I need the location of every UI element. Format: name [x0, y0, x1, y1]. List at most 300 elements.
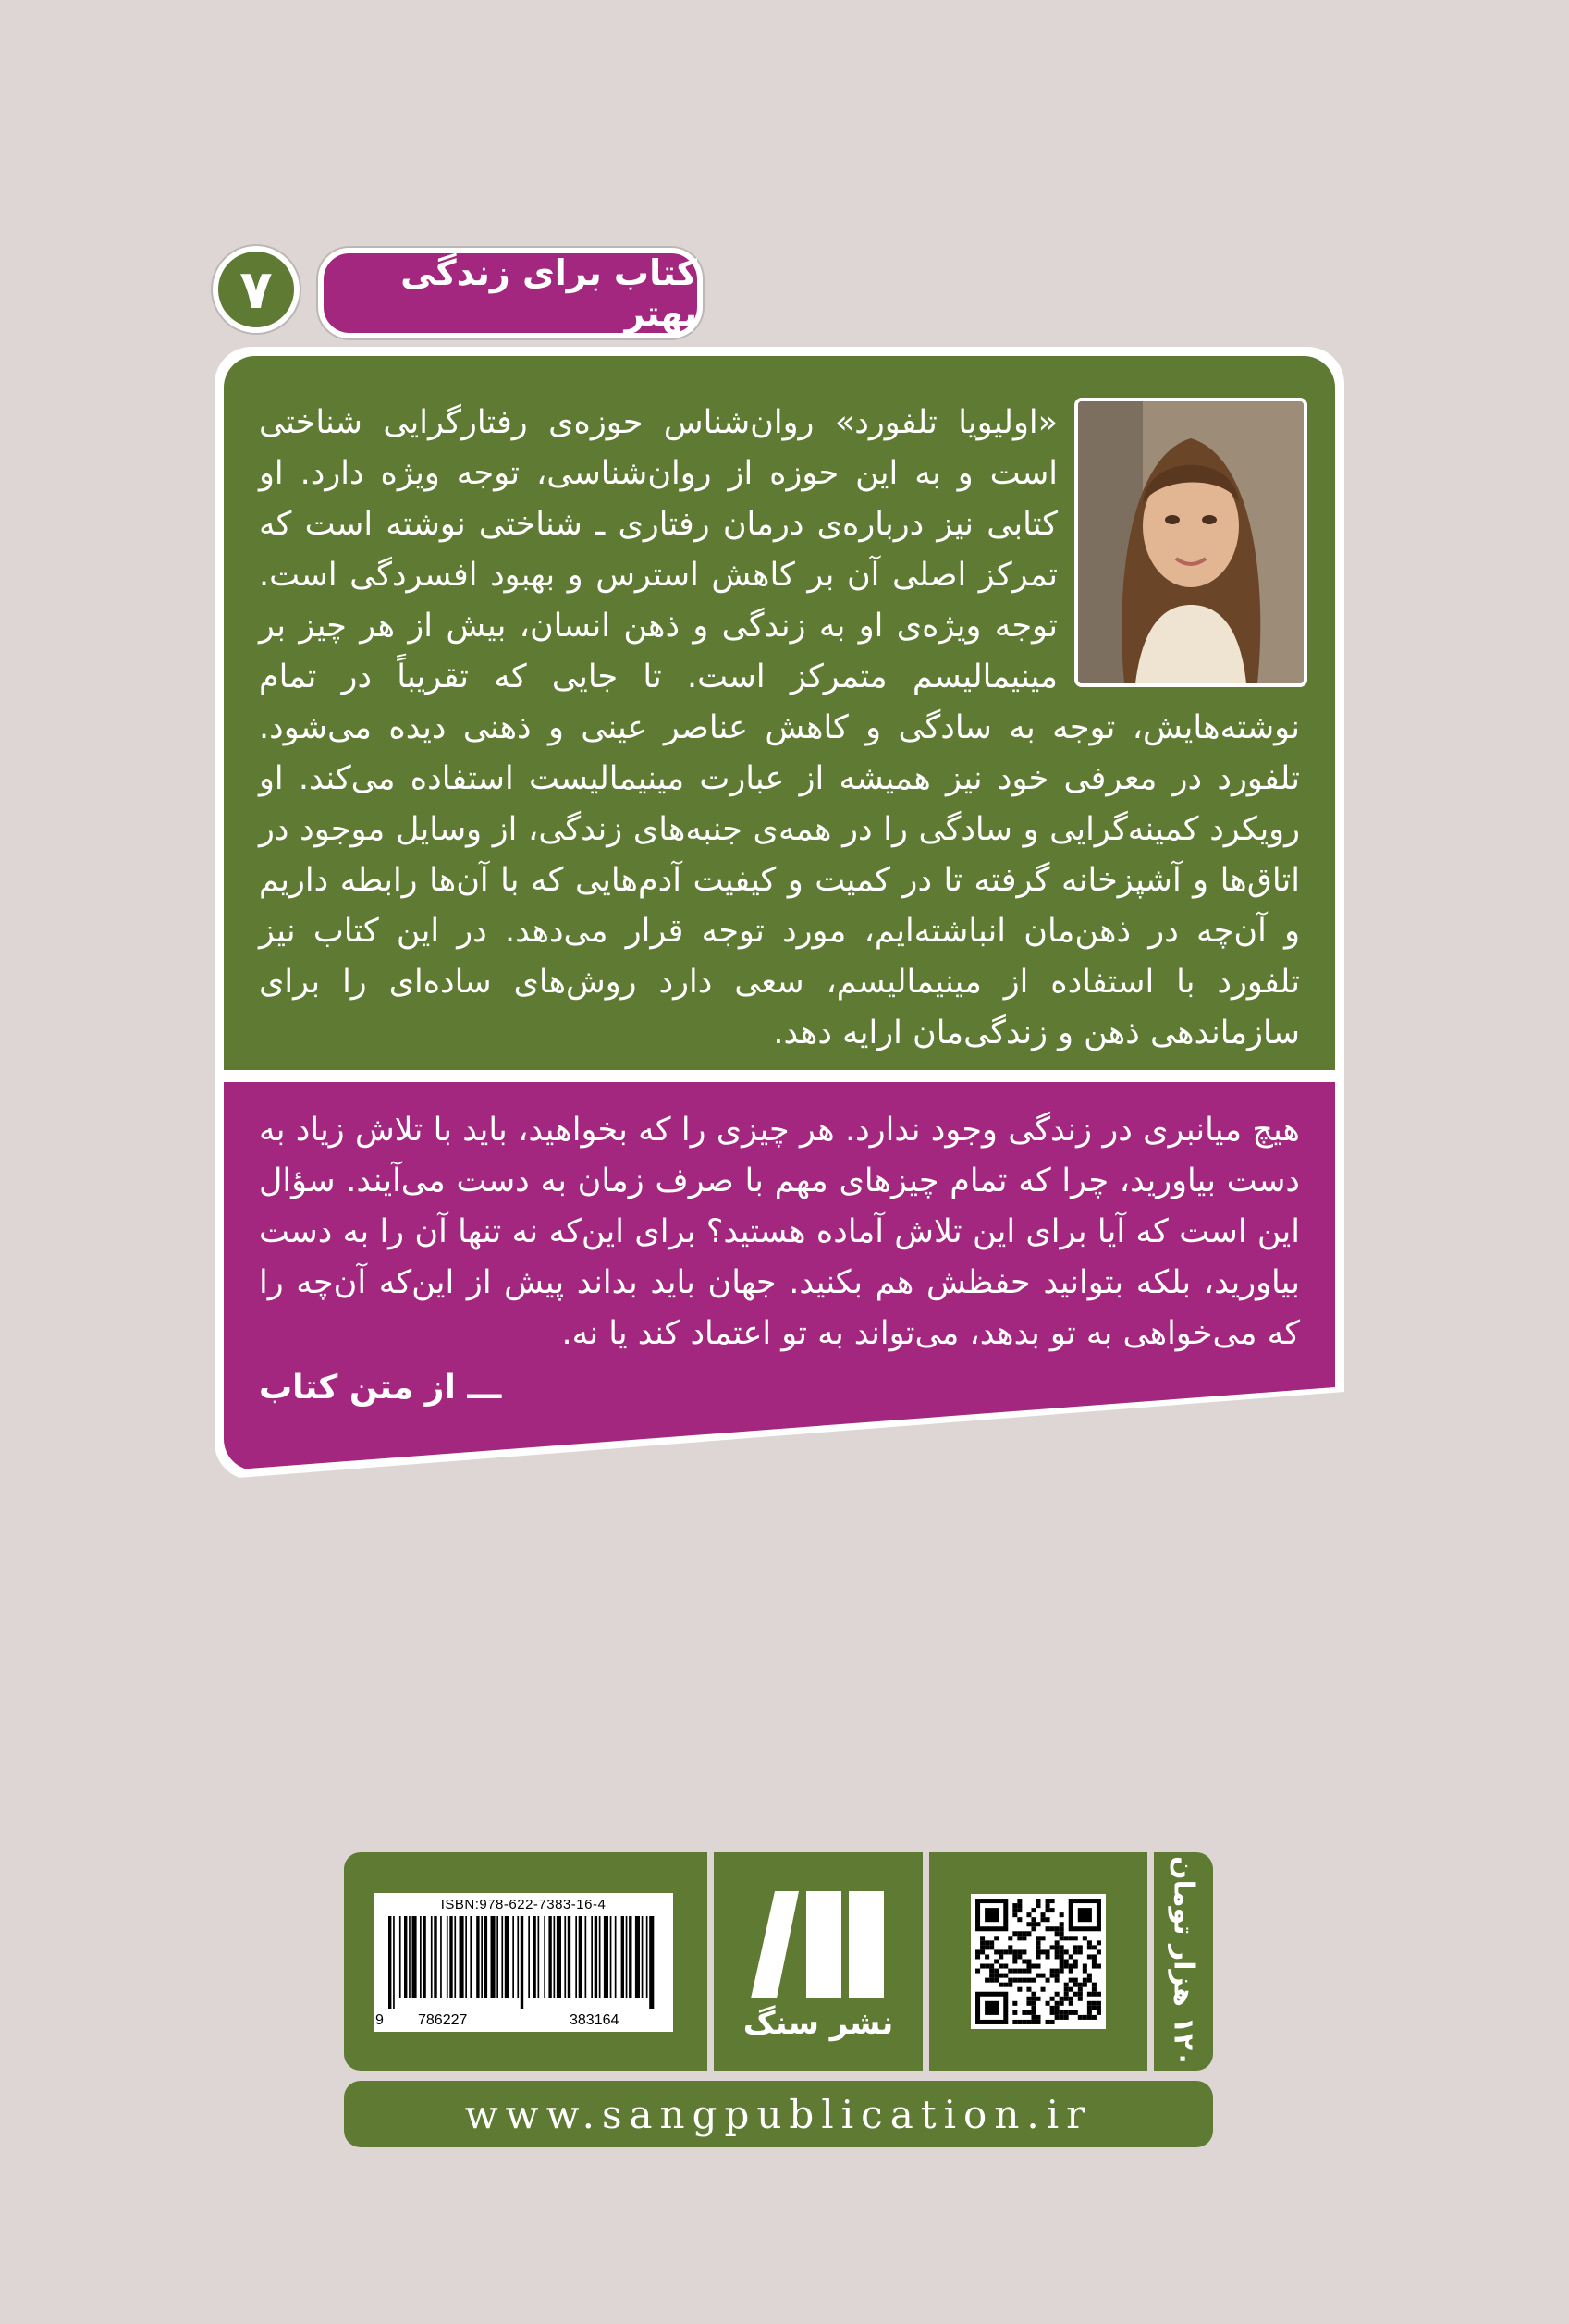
barcode-bar — [521, 1916, 523, 2009]
barcode-bar — [528, 1916, 530, 1998]
qr-module — [1026, 1987, 1031, 1992]
qr-module — [1055, 2010, 1060, 2015]
qr-module — [1017, 1917, 1022, 1922]
qr-module — [1087, 1974, 1092, 1978]
qr-module — [1069, 1997, 1073, 2001]
barcode-right-digits: 383164 — [570, 2012, 619, 2028]
qr-module — [1073, 1978, 1078, 1983]
qr-module — [999, 1974, 1003, 1978]
barcode-bar — [533, 1916, 535, 1998]
barcode-bar — [431, 1916, 433, 1998]
qr-module — [989, 1978, 994, 1983]
qr-module — [1055, 2001, 1060, 2006]
qr-module — [975, 1954, 980, 1959]
qr-module — [1060, 1969, 1064, 1974]
qr-module — [1060, 1922, 1064, 1926]
barcode-lead-digit: 9 — [375, 2012, 384, 2028]
qr-module — [1012, 1908, 1017, 1912]
qr-module — [1060, 1936, 1064, 1940]
qr-module — [1012, 1959, 1017, 1963]
qr-module — [1012, 1903, 1017, 1908]
publisher-logo-icon — [751, 1889, 886, 2004]
qr-module — [1092, 1983, 1097, 1987]
qr-module — [1017, 1978, 1022, 1983]
qr-module — [1060, 2001, 1064, 2006]
qr-module — [1055, 1926, 1060, 1931]
qr-module — [1097, 1949, 1101, 1954]
qr-module — [1026, 1959, 1031, 1963]
qr-module — [1008, 1978, 1012, 1983]
barcode-bar — [629, 1916, 631, 1998]
qr-module — [980, 1940, 985, 1945]
qr-module — [1092, 1987, 1097, 1992]
qr-module — [1050, 1997, 1055, 2001]
qr-module — [985, 1954, 989, 1959]
qr-module — [1012, 2020, 1017, 2024]
qr-module — [975, 1969, 980, 1974]
qr-module — [1087, 2006, 1092, 2010]
qr-module — [1050, 1908, 1055, 1912]
qr-finder — [1078, 1908, 1092, 1922]
qr-module — [1012, 1949, 1017, 1954]
qr-module — [1083, 1936, 1087, 1940]
qr-module — [1008, 1936, 1012, 1940]
qr-module — [1003, 1983, 1008, 1987]
qr-module — [1012, 1978, 1017, 1983]
barcode-bar — [496, 1916, 498, 1998]
barcode-bar — [404, 1916, 407, 1998]
barcode-bar — [568, 1916, 570, 1998]
qr-module — [1078, 1997, 1083, 2001]
qr-module — [1060, 1954, 1064, 1959]
qr-module — [1012, 1969, 1017, 1974]
qr-module — [1046, 2001, 1050, 2006]
qr-module — [989, 1974, 994, 1978]
qr-module — [1092, 2001, 1097, 2006]
qr-module — [1069, 1936, 1073, 1940]
qr-module — [1078, 1983, 1083, 1987]
qr-module — [1026, 1997, 1031, 2001]
qr-module — [1064, 2010, 1069, 2015]
qr-module — [980, 1936, 985, 1940]
qr-module — [1041, 1974, 1046, 1978]
qr-module — [1078, 2015, 1083, 2020]
barcode-bar — [604, 1916, 608, 1998]
qr-module — [1092, 1992, 1097, 1997]
qr-code-icon — [971, 1894, 1106, 2029]
qr-module — [1064, 1987, 1069, 1992]
qr-module — [1031, 2001, 1036, 2006]
qr-module — [1050, 1945, 1055, 1949]
barcode-bar — [642, 1916, 644, 1998]
photo-spacer — [1058, 398, 1300, 684]
qr-module — [1092, 2006, 1097, 2010]
qr-module — [1078, 1992, 1083, 1997]
qr-module — [1078, 1949, 1083, 1954]
qr-module — [1055, 2015, 1060, 2020]
barcode-bar — [538, 1916, 540, 1998]
qr-module — [1050, 1926, 1055, 1931]
qr-module — [1036, 1936, 1040, 1940]
qr-module — [1064, 1959, 1069, 1963]
qr-module — [1012, 1912, 1017, 1917]
qr-module — [1031, 1917, 1036, 1922]
qr-finder — [985, 1908, 999, 1922]
barcode-bar — [454, 1916, 456, 1998]
qr-module — [1073, 1983, 1078, 1987]
qr-module — [1012, 2010, 1017, 2015]
qr-module — [1026, 2020, 1031, 2024]
barcode-bar — [460, 1916, 464, 1998]
qr-module — [994, 1969, 999, 1974]
barcode-bar — [635, 1916, 640, 1998]
qr-module — [1003, 1974, 1008, 1978]
barcode-bar — [512, 1916, 514, 1998]
qr-module — [1055, 1969, 1060, 1974]
qr-module — [994, 1959, 999, 1963]
qr-module — [1046, 1899, 1050, 1903]
qr-module — [1087, 1945, 1092, 1949]
barcode-bar — [447, 1916, 448, 1998]
qr-module — [1092, 1945, 1097, 1949]
qr-module — [1036, 1922, 1040, 1926]
barcode-bar — [548, 1916, 551, 1998]
qr-module — [1031, 1992, 1036, 1997]
barcode-bar — [501, 1916, 503, 1998]
qr-module — [1031, 1964, 1036, 1969]
barcode-bar — [591, 1916, 593, 1998]
qr-module — [1083, 1964, 1087, 1969]
barcode-bar — [484, 1916, 487, 1998]
qr-module — [1022, 1949, 1026, 1954]
qr-module — [1036, 1899, 1040, 1903]
qr-module — [1055, 2006, 1060, 2010]
qr-module — [989, 1945, 994, 1949]
qr-module — [1055, 1992, 1060, 1997]
qr-module — [1087, 2015, 1092, 2020]
barcode-bar — [481, 1916, 483, 1998]
qr-module — [1012, 1931, 1017, 1936]
qr-module — [994, 1949, 999, 1954]
qr-module — [1022, 1936, 1026, 1940]
qr-module — [1026, 1964, 1031, 1969]
qr-module — [1087, 1978, 1092, 1983]
qr-module — [989, 1969, 994, 1974]
barcode-bar — [434, 1916, 436, 1998]
qr-module — [994, 1936, 999, 1940]
qr-module — [1087, 1940, 1092, 1945]
qr-module — [1069, 2010, 1073, 2015]
qr-module — [1069, 1954, 1073, 1959]
qr-module — [1026, 1969, 1031, 1974]
qr-module — [1022, 1959, 1026, 1963]
qr-module — [1036, 1949, 1040, 1954]
qr-module — [1097, 1940, 1101, 1945]
qr-module — [1046, 1917, 1050, 1922]
qr-module — [1055, 1978, 1060, 1983]
qr-module — [1055, 1954, 1060, 1959]
barcode-bar — [440, 1916, 442, 1998]
qr-module — [1003, 1964, 1008, 1969]
qr-module — [1055, 1949, 1060, 1954]
qr-module — [1073, 1964, 1078, 1969]
website-url[interactable]: www.sangpublication.ir — [344, 2081, 1213, 2147]
qr-module — [1073, 1992, 1078, 1997]
barcode-bar — [649, 1916, 654, 2009]
qr-module — [1026, 2010, 1031, 2015]
qr-module — [1064, 1992, 1069, 1997]
qr-module — [994, 1978, 999, 1983]
qr-module — [1017, 1969, 1022, 1974]
barcode-bar — [399, 1916, 401, 1998]
qr-module — [980, 1964, 985, 1969]
qr-module — [994, 1974, 999, 1978]
qr-module — [1017, 1931, 1022, 1936]
qr-module — [1060, 1949, 1064, 1954]
qr-module — [1055, 1940, 1060, 1945]
qr-module — [1036, 1954, 1040, 1959]
qr-module — [1017, 1908, 1022, 1912]
qr-module — [1060, 2010, 1064, 2015]
qr-module — [1036, 1903, 1040, 1908]
barcode-bar — [575, 1916, 577, 1998]
qr-module — [1031, 2006, 1036, 2010]
qr-module — [985, 1978, 989, 1983]
qr-module — [1060, 1926, 1064, 1931]
qr-module — [1064, 1997, 1069, 2001]
qr-module — [1087, 2001, 1092, 2006]
qr-module — [1073, 1959, 1078, 1963]
qr-module — [999, 1949, 1003, 1954]
qr-module — [1017, 1899, 1022, 1903]
qr-module — [1097, 2001, 1101, 2006]
barcode-bar — [646, 1916, 648, 1998]
qr-module — [1046, 1949, 1050, 1954]
barcode-bar — [393, 1916, 395, 2009]
qr-module — [1050, 2010, 1055, 2015]
qr-module — [1017, 1903, 1022, 1908]
qr-module — [975, 1949, 980, 1954]
qr-module — [1055, 1945, 1060, 1949]
qr-module — [1064, 1949, 1069, 1954]
quote-text: هیچ میانبری در زندگی وجود ندارد. هر چیزی را که بخواهید، باید با تلاش زیاد به دست بیاورید، چرا که تمام چیزهای مهم با صرف زمان به دست می‌آیند. سؤال این است که آیا برای این تلاش آماده هستید؟ برای این‌که نه تنها آن را به دست بیاورید، بلکه بتوانید حفظش هم بکنید. جهان باید بداند پیش از این‌که آن‌چه را که می‌خواهی به تو بدهد، می‌تواند به تو اعتماد کند یا نه. — [259, 1112, 1300, 1352]
qr-module — [1069, 1987, 1073, 1992]
author-bio-text-block — [259, 398, 1300, 1059]
qr-module — [1064, 2015, 1069, 2020]
qr-module — [1036, 1945, 1040, 1949]
series-title-label: کتاب برای زندگی بهتر — [318, 248, 703, 338]
qr-module — [1060, 1964, 1064, 1969]
qr-module — [1031, 2010, 1036, 2015]
qr-module — [989, 1940, 994, 1945]
barcode-icon — [386, 1916, 660, 2012]
qr-module — [1036, 2015, 1040, 2020]
qr-module — [1064, 1983, 1069, 1987]
barcode-bar — [470, 1916, 472, 1998]
qr-module — [1022, 2010, 1026, 2015]
barcode-bar — [476, 1916, 479, 1998]
qr-module — [999, 1983, 1003, 1987]
qr-module — [1092, 2015, 1097, 2020]
barcode-bar — [599, 1916, 601, 1998]
qr-module — [1073, 1936, 1078, 1940]
qr-module — [1008, 1945, 1012, 1949]
barcode-bar — [621, 1916, 624, 1998]
qr-module — [1026, 2001, 1031, 2006]
barcode-bar — [449, 1916, 452, 1998]
qr-module — [1083, 1978, 1087, 1983]
qr-module — [999, 1964, 1003, 1969]
qr-module — [1017, 2020, 1022, 2024]
qr-module — [1031, 2020, 1036, 2024]
qr-module — [1046, 1908, 1050, 1912]
qr-module — [985, 1964, 989, 1969]
qr-module — [1026, 1931, 1031, 1936]
price-label: ۱۲۰ هزار تومان — [1167, 1855, 1200, 2068]
qr-module — [1026, 1978, 1031, 1983]
qr-module — [1022, 1969, 1026, 1974]
qr-module — [1008, 1949, 1012, 1954]
barcode-bar — [517, 1916, 519, 1998]
qr-module — [1031, 2015, 1036, 2020]
qr-module — [1036, 1997, 1040, 2001]
isbn-text: ISBN:978-622-7383-16-4 — [440, 1897, 607, 1912]
qr-module — [1031, 1922, 1036, 1926]
qr-module — [1012, 1954, 1017, 1959]
qr-module — [1064, 1936, 1069, 1940]
qr-module — [1050, 2020, 1055, 2024]
qr-module — [1046, 1978, 1050, 1983]
qr-module — [1069, 1969, 1073, 1974]
qr-module — [1050, 2006, 1055, 2010]
qr-module — [1078, 1945, 1083, 1949]
qr-module — [1060, 2015, 1064, 2020]
qr-module — [1055, 1931, 1060, 1936]
qr-module — [1031, 1997, 1036, 2001]
qr-module — [1046, 1926, 1050, 1931]
barcode-bar — [491, 1916, 496, 1998]
qr-module — [1087, 1992, 1092, 1997]
qr-module — [1017, 1987, 1022, 1992]
qr-module — [1017, 1936, 1022, 1940]
qr-module — [1041, 1936, 1046, 1940]
qr-module — [1046, 1954, 1050, 1959]
qr-module — [1041, 1917, 1046, 1922]
qr-module — [1036, 1964, 1040, 1969]
qr-module — [1060, 1912, 1064, 1917]
series-number-badge: ۷ — [213, 246, 300, 333]
barcode-bar — [412, 1916, 417, 1998]
qr-module — [1092, 1964, 1097, 1969]
qr-module — [1060, 1931, 1064, 1936]
qr-module — [1078, 1987, 1083, 1992]
qr-module — [1017, 1954, 1022, 1959]
barcode-bar — [554, 1916, 556, 1998]
qr-module — [1097, 1964, 1101, 1969]
qr-module — [1087, 2010, 1092, 2015]
qr-module — [1064, 1964, 1069, 1969]
qr-module — [1060, 1945, 1064, 1949]
qr-module — [985, 1940, 989, 1945]
qr-module — [1069, 1978, 1073, 1983]
qr-module — [1060, 1959, 1064, 1963]
qr-module — [1069, 1964, 1073, 1969]
author-bio-text: «اولیویا تلفورد» روان‌شناس حوزه‌ی رفتارگرایی شناختی است و به این حوزه از روان‌شناسی، توجه ویژه دارد. او کتابی نیز درباره‌ی درمان رفتاری ـ شناختی نوشته است که تمرکز اصلی آن بر کاهش استرس و بهبود افسردگی است. توجه ویژه‌ی او به زندگی و ذهن انسان، بیش از هر چیز بر مینیمالیسم متمرکز است. تا جایی که تقریباً در تمام نوشته‌هایش، توجه به سادگی و کاهش عناصر عینی و ذهنی دیده می‌شود. تلفورد در معرفی خود نیز همیشه از عبارت مینیمالیست استفاده می‌کند. او رویکرد کمینه‌گرایی و سادگی را در همه‌ی جنبه‌های زندگی، از وسایل موجود در اتاق‌ها و آشپزخانه گرفته تا در کمیت و کیفیت آدم‌هایی که با آن‌ها رابطه داریم و آن‌چه در ذهن‌مان انباشته‌ایم، مورد توجه قرار می‌دهد. در این کتاب نیز تلفورد با استفاده از مینیمالیسم، سعی دارد روش‌های ساده‌ای را برای سازماندهی ذهن و زندگی‌مان ارایه دهد. — [259, 404, 1300, 1051]
qr-module — [1097, 1992, 1101, 1997]
qr-module — [1036, 2020, 1040, 2024]
qr-module — [1003, 1949, 1008, 1954]
qr-module — [1055, 1974, 1060, 1978]
barcode-bar — [557, 1916, 561, 1998]
qr-module — [1022, 2020, 1026, 2024]
qr-module — [1046, 2020, 1050, 2024]
barcode-bar — [579, 1916, 582, 1998]
barcode-bar — [420, 1916, 422, 1998]
qr-module — [1017, 1949, 1022, 1954]
qr-module — [1026, 1912, 1031, 1917]
publisher-name: نشر سنگ — [742, 2005, 894, 2042]
qr-module — [1073, 1945, 1078, 1949]
qr-module — [1092, 1954, 1097, 1959]
qr-module — [980, 1945, 985, 1949]
qr-module — [1069, 2001, 1073, 2006]
qr-module — [1087, 1954, 1092, 1959]
barcode-bar — [610, 1916, 612, 1998]
barcode-bar — [544, 1916, 545, 1998]
qr-module — [1036, 1974, 1040, 1978]
qr-module — [1022, 1978, 1026, 1983]
qr-module — [1097, 2010, 1101, 2015]
qr-module — [1031, 1908, 1036, 1912]
qr-module — [1083, 1969, 1087, 1974]
qr-module — [1092, 1959, 1097, 1963]
barcode-bar — [409, 1916, 411, 1998]
barcode-bar — [615, 1916, 617, 1998]
qr-module — [1026, 1922, 1031, 1926]
qr-module — [1008, 1969, 1012, 1974]
barcode-bar — [595, 1916, 597, 1998]
qr-module — [1050, 1969, 1055, 1974]
qr-module — [1046, 1903, 1050, 1908]
quote-source: ـــ از متن کتاب — [259, 1369, 502, 1407]
qr-module — [1083, 2015, 1087, 2020]
qr-module — [1012, 2001, 1017, 2006]
qr-module — [980, 1949, 985, 1954]
barcode-bar — [564, 1916, 566, 1998]
barcode-bar — [505, 1916, 509, 1998]
qr-module — [1060, 1997, 1064, 2001]
qr-module — [1031, 1978, 1036, 1983]
barcode-bar — [423, 1916, 425, 1998]
qr-module — [1041, 1987, 1046, 1992]
qr-module — [1073, 2010, 1078, 2015]
qr-module — [1008, 1983, 1012, 1987]
qr-module — [1097, 2006, 1101, 2010]
qr-module — [989, 1964, 994, 1969]
qr-finder — [985, 2001, 999, 2015]
qr-module — [1022, 1931, 1026, 1936]
qr-module — [999, 1954, 1003, 1959]
qr-module — [1041, 1949, 1046, 1954]
barcode-bar — [465, 1916, 467, 1998]
barcode-bar — [585, 1916, 587, 1998]
qr-module — [1031, 1926, 1036, 1931]
barcode-left-digits: 786227 — [418, 2012, 468, 2028]
qr-module — [985, 1945, 989, 1949]
qr-module — [1050, 1974, 1055, 1978]
qr-module — [1073, 1949, 1078, 1954]
qr-module — [1036, 1940, 1040, 1945]
